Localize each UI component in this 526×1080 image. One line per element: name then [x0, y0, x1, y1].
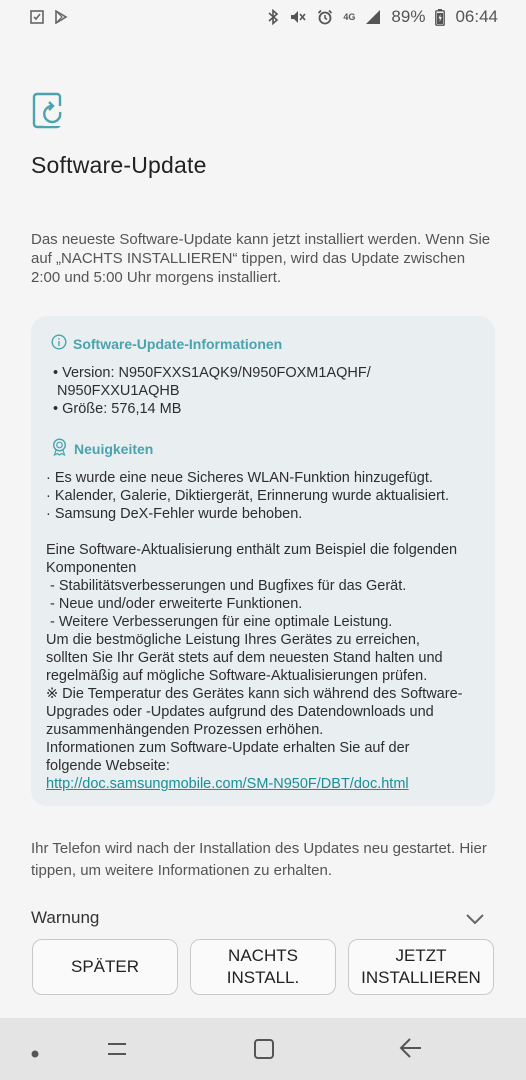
news-item: · Samsung DeX-Fehler wurde behoben.	[46, 506, 303, 522]
checkbox-notification-icon	[30, 10, 44, 24]
play-store-icon	[54, 10, 68, 24]
network-4g-icon	[343, 13, 355, 22]
night-install-button[interactable]: NACHTS INSTALL.	[190, 939, 336, 995]
chevron-down-icon	[465, 912, 485, 930]
info-icon	[51, 334, 67, 353]
status-bar	[0, 0, 526, 34]
status-left	[30, 10, 68, 24]
info-heading-row	[51, 334, 282, 353]
version-line: N950FXXU1AQHB	[57, 383, 180, 399]
news-heading: Neuigkeiten	[74, 440, 154, 457]
version-line: • Version: N950FXXS1AQK9/N950FOXM1AQHF/	[53, 365, 371, 381]
details-line: ※ Die Temperatur des Gerätes kann sich während des Software-	[46, 686, 463, 702]
clock: 06:44	[455, 7, 498, 26]
page-title: Software-Update	[31, 152, 207, 178]
navigation-bar	[0, 1018, 526, 1080]
details-line: Eine Software-Aktualisierung enthält zum Beispiel die folgenden	[46, 542, 458, 558]
dot-indicator-icon	[31, 1045, 39, 1063]
details-line: folgende Webseite:	[46, 758, 170, 774]
warning-row[interactable]	[31, 908, 491, 934]
news-heading-row	[51, 438, 153, 459]
recent-apps-icon[interactable]	[104, 1038, 130, 1065]
battery-icon	[435, 9, 445, 26]
later-button[interactable]: SPÄTER	[32, 939, 178, 995]
size-line: • Größe: 576,14 MB	[53, 401, 182, 417]
details-line: Informationen zum Software-Update erhalten Sie auf der	[46, 740, 410, 756]
version-block	[53, 364, 493, 418]
award-icon	[51, 438, 68, 459]
software-update-icon	[32, 92, 66, 130]
news-list	[46, 469, 486, 523]
details-line: - Neue und/oder erweiterte Funktionen.	[46, 596, 303, 612]
battery-percent: 89%	[391, 7, 426, 26]
details-line: - Weitere Verbesserungen für eine optimale Leistung.	[46, 614, 393, 630]
details-line: sollten Sie Ihr Gerät stets auf dem neuesten Stand halten und	[46, 650, 443, 666]
restart-note[interactable]: Ihr Telefon wird nach der Installation des Updates neu gestartet. Hier tippen, um weitere Informationen zu erhalten.	[31, 840, 487, 879]
warning-label: Warnung	[31, 908, 100, 927]
news-item: · Kalender, Galerie, Diktiergerät, Erinnerung wurde aktualisiert.	[46, 488, 449, 504]
update-info-link[interactable]: http://doc.samsungmobile.com/SM-N950F/DBT/doc.html	[46, 776, 409, 792]
intro-text: Das neueste Software-Update kann jetzt installiert werden. Wenn Sie auf „NACHTS INSTALLIEREN“ tippen, wird das Update zwischen 2:00 und 5:00 Uhr morgens installiert.	[31, 231, 491, 286]
home-icon[interactable]	[252, 1037, 276, 1066]
back-icon[interactable]	[398, 1036, 424, 1065]
signal-icon	[365, 9, 381, 25]
details-line: Komponenten	[46, 560, 137, 576]
details-line: Um die bestmögliche Leistung Ihres Gerätes zu erreichen,	[46, 632, 420, 648]
install-now-button[interactable]: JETZT INSTALLIEREN	[348, 939, 494, 995]
status-right	[267, 7, 498, 27]
news-item: · Es wurde eine neue Sicheres WLAN-Funktion hinzugefügt.	[46, 470, 433, 486]
update-info-card	[31, 316, 495, 806]
info-heading: Software-Update-Informationen	[73, 335, 283, 352]
alarm-icon	[317, 9, 333, 25]
details-line: regelmäßig auf mögliche Software-Aktualisierungen prüfen.	[46, 668, 428, 684]
details-line: Upgrades oder -Updates aufgrund des Datendownloads und	[46, 704, 434, 720]
network-label: 4G	[343, 11, 356, 22]
bluetooth-icon	[267, 9, 279, 25]
details-line: - Stabilitätsverbesserungen und Bugfixes für das Gerät.	[46, 578, 407, 594]
mute-icon	[289, 9, 307, 25]
details-text	[46, 541, 486, 793]
details-line: zusammenhängenden Prozessen erhöhen.	[46, 722, 324, 738]
